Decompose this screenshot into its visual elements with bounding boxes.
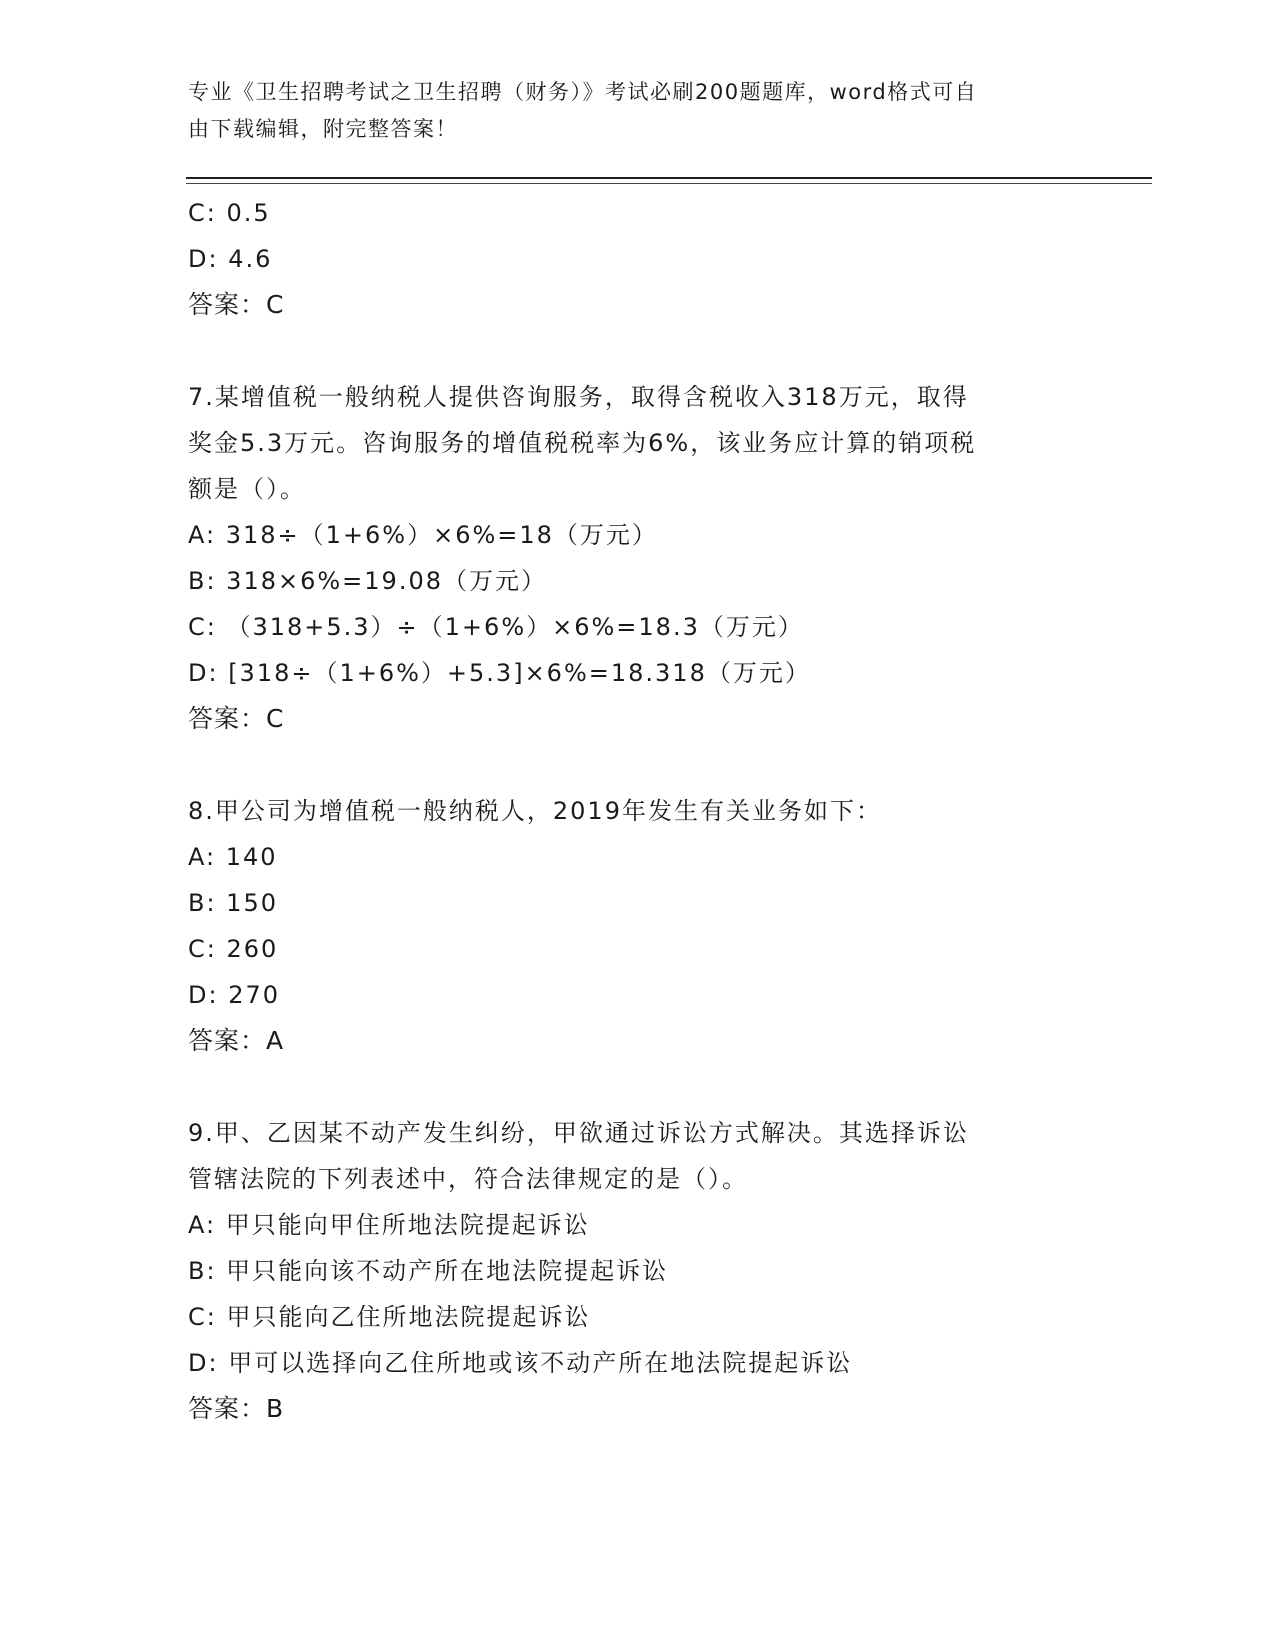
option-d: D: 甲可以选择向乙住所地或该不动产所在地法院提起诉讼 [188,1349,853,1377]
option-d: D: [318÷（1+6%）+5.3]×6%=18.318（万元） [188,659,811,687]
continued-question [188,190,1088,328]
stem-line: 额是（）。 [188,475,306,503]
question-stem [188,1110,1088,1202]
option-c: C: 260 [188,935,279,963]
spacer [188,742,1088,788]
answer: 答案：A [188,1026,285,1055]
stem-line: 管辖法院的下列表述中，符合法律规定的是（）。 [188,1165,748,1193]
option-a: A: 318÷（1+6%）×6%=18（万元） [188,521,658,549]
question-7 [188,374,1088,742]
spacer [188,328,1088,374]
header-line-2: 由下载编辑，附完整答案！ [188,117,458,141]
option-c: C: 0.5 [188,199,271,227]
question-stem [188,788,1088,834]
option-c: C: （318+5.3）÷（1+6%）×6%=18.3（万元） [188,613,804,641]
question-stem [188,374,1088,512]
question-8 [188,788,1088,1064]
stem-line: 奖金5.3万元。咨询服务的增值税税率为6%，该业务应计算的销项税 [188,429,977,457]
question-9 [188,1110,1088,1432]
spacer [188,1064,1088,1110]
header-divider-thin [186,183,1152,184]
stem-line: 8.甲公司为增值税一般纳税人，2019年发生有关业务如下： [188,797,882,825]
document-header [188,74,1068,148]
answer: 答案：C [188,290,285,319]
question-content [188,190,1088,1432]
option-a: A: 甲只能向甲住所地法院提起诉讼 [188,1211,590,1239]
header-divider-thick [186,177,1152,179]
stem-line: 9.甲、乙因某不动产发生纠纷，甲欲通过诉讼方式解决。其选择诉讼 [188,1119,969,1147]
option-b: B: 150 [188,889,278,917]
option-d: D: 4.6 [188,245,273,273]
option-a: A: 140 [188,843,278,871]
stem-line: 7.某增值税一般纳税人提供咨询服务，取得含税收入318万元，取得 [188,383,969,411]
header-line-1: 专业《卫生招聘考试之卫生招聘（财务）》考试必刷200题题库，word格式可自 [188,80,978,104]
option-b: B: 318×6%=19.08（万元） [188,567,547,595]
option-c: C: 甲只能向乙住所地法院提起诉讼 [188,1303,591,1331]
answer: 答案：B [188,1394,285,1423]
option-d: D: 270 [188,981,281,1009]
answer: 答案：C [188,704,285,733]
option-b: B: 甲只能向该不动产所在地法院提起诉讼 [188,1257,669,1285]
